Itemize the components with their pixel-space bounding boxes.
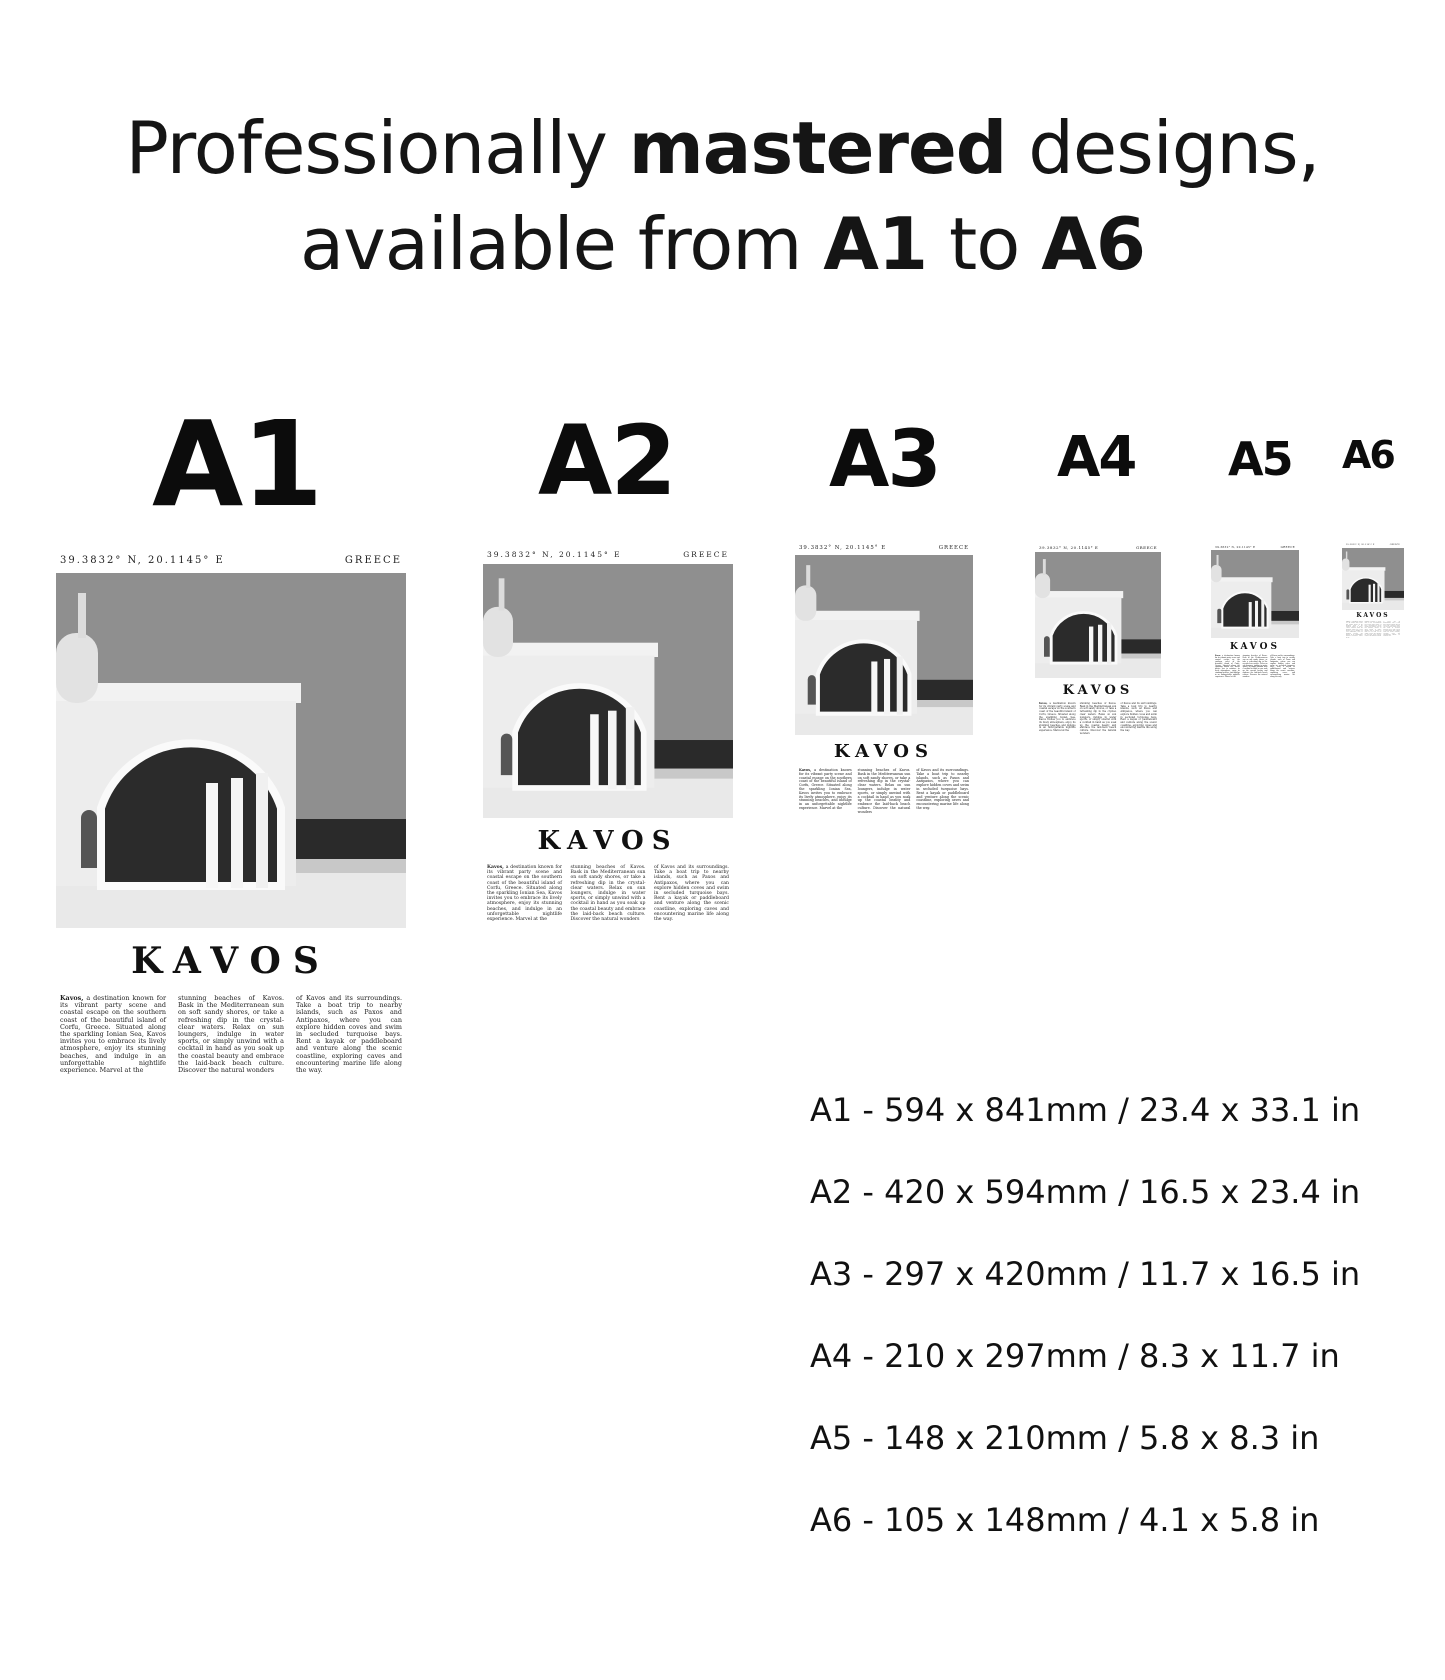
poster-photo <box>795 555 973 735</box>
size-spec-a1: A1 - 594 x 841mm / 23.4 x 33.1 in <box>810 1091 1361 1129</box>
poster-a1 <box>56 555 406 1075</box>
headline-line-2: available from A1 to A6 <box>299 202 1146 286</box>
poster-a5 <box>1211 545 1299 678</box>
poster-a6 <box>1342 544 1404 639</box>
poster-text-columns <box>1215 655 1295 678</box>
poster-title: KAVOS <box>1062 683 1134 698</box>
size-label-a3: A3 <box>829 415 940 505</box>
poster-coordinates: 39.3832° N, 20.1145° E <box>1039 545 1099 550</box>
poster-photo <box>1211 550 1299 638</box>
poster-country: GREECE <box>683 550 729 559</box>
poster-a4 <box>1035 545 1161 735</box>
size-spec-list <box>810 1090 1360 1582</box>
poster-text-col-1: Kavos, a destination known for its vibrant party scene and coastal escape on the southern coast of the beautiful island of Corfu, Greece. Situated along the sparkling Ionian Sea, Kavos invites you to embrace its lively atmosphere, enjoy its stunning beaches, and indulge in an unforgettable nightlife experience. Marvel at the <box>1346 622 1363 639</box>
poster-text-columns <box>487 865 729 921</box>
size-label-a5: A5 <box>1228 432 1292 486</box>
poster-country: GREECE <box>938 545 969 551</box>
poster-text-col-3: of Kavos and its surroundings. Take a boat trip to nearby islands, such as Paxos and Antipaxos, where you can explore hidden coves and swim in secluded turquoise bays. Rent a kayak or paddleboard and venture along the scenic coastline, exploring caves and encountering marine life along the way. <box>916 768 969 810</box>
poster-text-col-2: stunning beaches of Kavos. Bask in the Mediterranean sun on soft sandy shores, or take a refreshing dip in the crystal-clear waters. Relax on sun loungers, indulge in water sports, or simply unwind with a cocktail in hand as you soak up the coastal beauty and embrace the laid-back beach culture. Discover the natural wonders <box>1364 622 1382 638</box>
poster-country: GREECE <box>1280 545 1295 549</box>
poster-photo <box>1342 548 1404 610</box>
arch-photo-image <box>1342 548 1404 610</box>
poster-text-col-3: of Kavos and its surroundings. Take a boat trip to nearby islands, such as Paxos and Antipaxos, where you can explore hidden coves and swim in secluded turquoise bays. Rent a kayak or paddleboard and venture along the scenic coastline, exploring caves and encountering marine life along the way. <box>295 994 402 1075</box>
arch-photo-image <box>1211 550 1299 638</box>
poster-a3 <box>795 545 973 814</box>
poster-text-col-2: stunning beaches of Kavos. Bask in the Mediterranean sun on soft sandy shores, or take a refreshing dip in the crystal-clear waters. Relax on sun loungers, indulge in water sports, or simply unwind with a cocktail in hand as you soak up the coastal beauty and embrace the laid-back beach culture. Discover the natural wonders <box>1242 656 1268 678</box>
poster-text-col-1: Kavos, a destination known for its vibrant party scene and coastal escape on the southern coast of the beautiful island of Corfu, Greece. Situated along the sparkling Ionian Sea, Kavos invites you to embrace its lively atmosphere, enjoy its stunning beaches, and indulge in an unforgettable nightlife experience. Marvel at the <box>1215 655 1240 678</box>
poster-coordinates: 39.3832° N, 20.1145° E <box>60 555 225 566</box>
poster-text-col-1: Kavos, a destination known for its vibrant party scene and coastal escape on the southern coast of the beautiful island of Corfu, Greece. Situated along the sparkling Ionian Sea, Kavos invites you to embrace its lively atmosphere, enjoy its stunning beaches, and indulge in an unforgettable nightlife experience. Marvel at the <box>1039 702 1076 733</box>
poster-text-columns <box>799 768 969 814</box>
poster-title: KAVOS <box>537 826 679 856</box>
poster-title: KAVOS <box>131 940 331 982</box>
poster-text-columns <box>60 995 402 1075</box>
poster-text-col-1: Kavos, a destination known for its vibrant party scene and coastal escape on the southern coast of the beautiful island of Corfu, Greece. Situated along the sparkling Ionian Sea, Kavos invites you to embrace its lively atmosphere, enjoy its stunning beaches, and indulge in an unforgettable nightlife experience. Marvel at the <box>799 768 852 810</box>
poster-text-col-2: stunning beaches of Kavos. Bask in the Mediterranean sun on soft sandy shores, or take a refreshing dip in the crystal-clear waters. Relax on sun loungers, indulge in water sports, or simply unwind with a cocktail in hand as you soak up the coastal beauty and embrace the laid-back beach culture. Discover the natural wonders <box>570 865 646 923</box>
poster-text-col-3: of Kavos and its surroundings. Take a boat trip to nearby islands, such as Paxos and Antipaxos, where you can explore hidden coves and swim in secluded turquoise bays. Rent a kayak or paddleboard and venture along the scenic coastline, exploring caves and encountering marine life along the way. <box>1120 702 1157 733</box>
poster-text-col-3: of Kavos and its surroundings. Take a boat trip to nearby islands, such as Paxos and Antipaxos, where you can explore hidden coves and swim in secluded turquoise bays. Rent a kayak or paddleboard and venture along the scenic coastline, exploring caves and encountering marine life along the way. <box>653 865 729 923</box>
poster-country: GREECE <box>1389 544 1400 546</box>
arch-photo-image <box>483 564 733 818</box>
poster-a2 <box>483 550 733 922</box>
poster-country: GREECE <box>1135 545 1157 550</box>
poster-photo <box>56 573 406 928</box>
size-spec-a5: A5 - 148 x 210mm / 5.8 x 8.3 in <box>810 1419 1320 1457</box>
poster-text-col-3: of Kavos and its surroundings. Take a boat trip to nearby islands, such as Paxos and Antipaxos, where you can explore hidden coves and swim in secluded turquoise bays. Rent a kayak or paddleboard and venture along the scenic coastline, exploring caves and encountering marine life along the way. <box>1383 622 1400 638</box>
arch-photo-image <box>1035 552 1161 678</box>
headline-line-1: Professionally mastered designs, <box>125 106 1320 190</box>
size-spec-a4: A4 - 210 x 297mm / 8.3 x 11.7 in <box>810 1337 1340 1375</box>
poster-text-col-1: Kavos, a destination known for its vibrant party scene and coastal escape on the southern coast of the beautiful island of Corfu, Greece. Situated along the sparkling Ionian Sea, Kavos invites you to embrace its lively atmosphere, enjoy its stunning beaches, and indulge in an unforgettable nightlife experience. Marvel at the <box>60 994 167 1075</box>
poster-coordinates: 39.3832° N, 20.1145° E <box>1215 545 1256 549</box>
poster-text-col-2: stunning beaches of Kavos. Bask in the Mediterranean sun on soft sandy shores, or take a refreshing dip in the crystal-clear waters. Relax on sun loungers, indulge in water sports, or simply unwind with a cocktail in hand as you soak up the coastal beauty and embrace the laid-back beach culture. Discover the natural wonders <box>857 768 911 814</box>
arch-photo-image <box>795 555 973 735</box>
poster-text-col-2: stunning beaches of Kavos. Bask in the Mediterranean sun on soft sandy shores, or take a refreshing dip in the crystal-clear waters. Relax on sun loungers, indulge in water sports, or simply unwind with a cocktail in hand as you soak up the coastal beauty and embrace the laid-back beach culture. Discover the natural wonders <box>1079 702 1117 735</box>
poster-text-columns <box>1346 622 1400 639</box>
poster-title: KAVOS <box>834 741 934 762</box>
arch-photo-image <box>56 573 406 928</box>
size-spec-a3: A3 - 297 x 420mm / 11.7 x 16.5 in <box>810 1255 1361 1293</box>
size-label-a6: A6 <box>1342 433 1394 477</box>
poster-photo <box>483 564 733 818</box>
poster-photo <box>1035 552 1161 678</box>
size-label-a2: A2 <box>538 405 676 517</box>
poster-coordinates: 39.3832° N, 20.1145° E <box>487 550 622 559</box>
poster-text-col-2: stunning beaches of Kavos. Bask in the Mediterranean sun on soft sandy shores, or take a refreshing dip in the crystal-clear waters. Relax on sun loungers, indulge in water sports, or simply unwind with a cocktail in hand as you soak up the coastal beauty and embrace the laid-back beach culture. Discover the natural wonders <box>177 994 284 1075</box>
size-spec-a6: A6 - 105 x 148mm / 4.1 x 5.8 in <box>810 1501 1320 1539</box>
poster-text-col-1: Kavos, a destination known for its vibrant party scene and coastal escape on the southern coast of the beautiful island of Corfu, Greece. Situated along the sparkling Ionian Sea, Kavos invites you to embrace its lively atmosphere, enjoy its stunning beaches, and indulge in an unforgettable nightlife experience. Marvel at the <box>487 865 563 923</box>
size-spec-a2: A2 - 420 x 594mm / 16.5 x 23.4 in <box>810 1173 1361 1211</box>
poster-title: KAVOS <box>1230 642 1280 652</box>
poster-title: KAVOS <box>1356 612 1390 619</box>
poster-coordinates: 39.3832° N, 20.1145° E <box>1346 544 1375 546</box>
poster-country: GREECE <box>344 555 402 566</box>
size-label-a4: A4 <box>1057 425 1136 490</box>
size-label-a1: A1 <box>152 395 322 533</box>
poster-text-col-3: of Kavos and its surroundings. Take a boat trip to nearby islands, such as Paxos and Antipaxos, where you can explore hidden coves and swim in secluded turquoise bays. Rent a kayak or paddleboard and venture along the scenic coastline, exploring caves and encountering marine life along the way. <box>1270 656 1295 678</box>
poster-text-columns <box>1039 702 1157 735</box>
headline <box>0 100 1445 292</box>
poster-coordinates: 39.3832° N, 20.1145° E <box>799 545 887 551</box>
